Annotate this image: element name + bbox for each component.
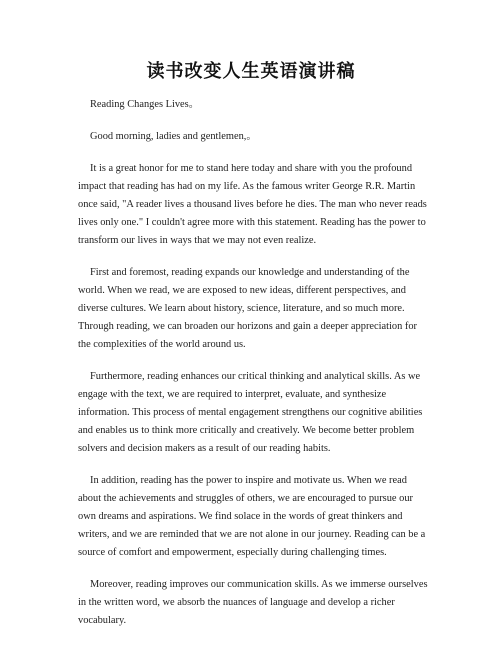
paragraph-greeting: Good morning, ladies and gentlemen,。 [90,131,257,142]
document-body [78,96,430,644]
document-title: 读书改变人生英语演讲稿 [146,61,356,82]
paragraph-knowledge: First and foremost, reading expands our knowledge and understanding of the world. When we read, we are exposed to new ideas, different perspectives, and diverse cultures. We learn about history, science, literature, and so much more. Through reading, we can broaden our horizons and gain a deeper appreciation for the complexities of the world around us. [78,267,417,350]
paragraph-inspiration: In addition, reading has the power to inspire and motivate us. When we read about the achievements and struggles of others, we are encouraged to pursue our own dreams and aspirations. We find solace in the words of great thinkers and writers, and we are reminded that we are not alone in our journey. Reading can be a source of comfort and empowerment, especially during challenging times. [78,475,426,558]
paragraph-communication: Moreover, reading improves our communication skills. As we immerse ourselves in the written word, we absorb the nuances of language and develop a richer vocabulary. [78,579,428,626]
paragraph-critical-thinking: Furthermore, reading enhances our critical thinking and analytical skills. As we engage with the text, we are required to interpret, evaluate, and synthesize information. This process of mental engagement strengthens our cognitive abilities and enables us to think more critically and creatively. We become better problem solvers and decision makers as a result of our reading habits. [78,371,423,454]
paragraph-heading: Reading Changes Lives。 [90,99,200,110]
paragraph-intro: It is a great honor for me to stand here today and share with you the profound impact that reading has had on my life. As the famous writer George R.R. Martin once said, "A reader lives a thousand lives before he dies. The man who never reads lives only one." I couldn't agree more with this statement. Reading has the power to transform our lives in ways that we may not even realize. [78,163,427,246]
